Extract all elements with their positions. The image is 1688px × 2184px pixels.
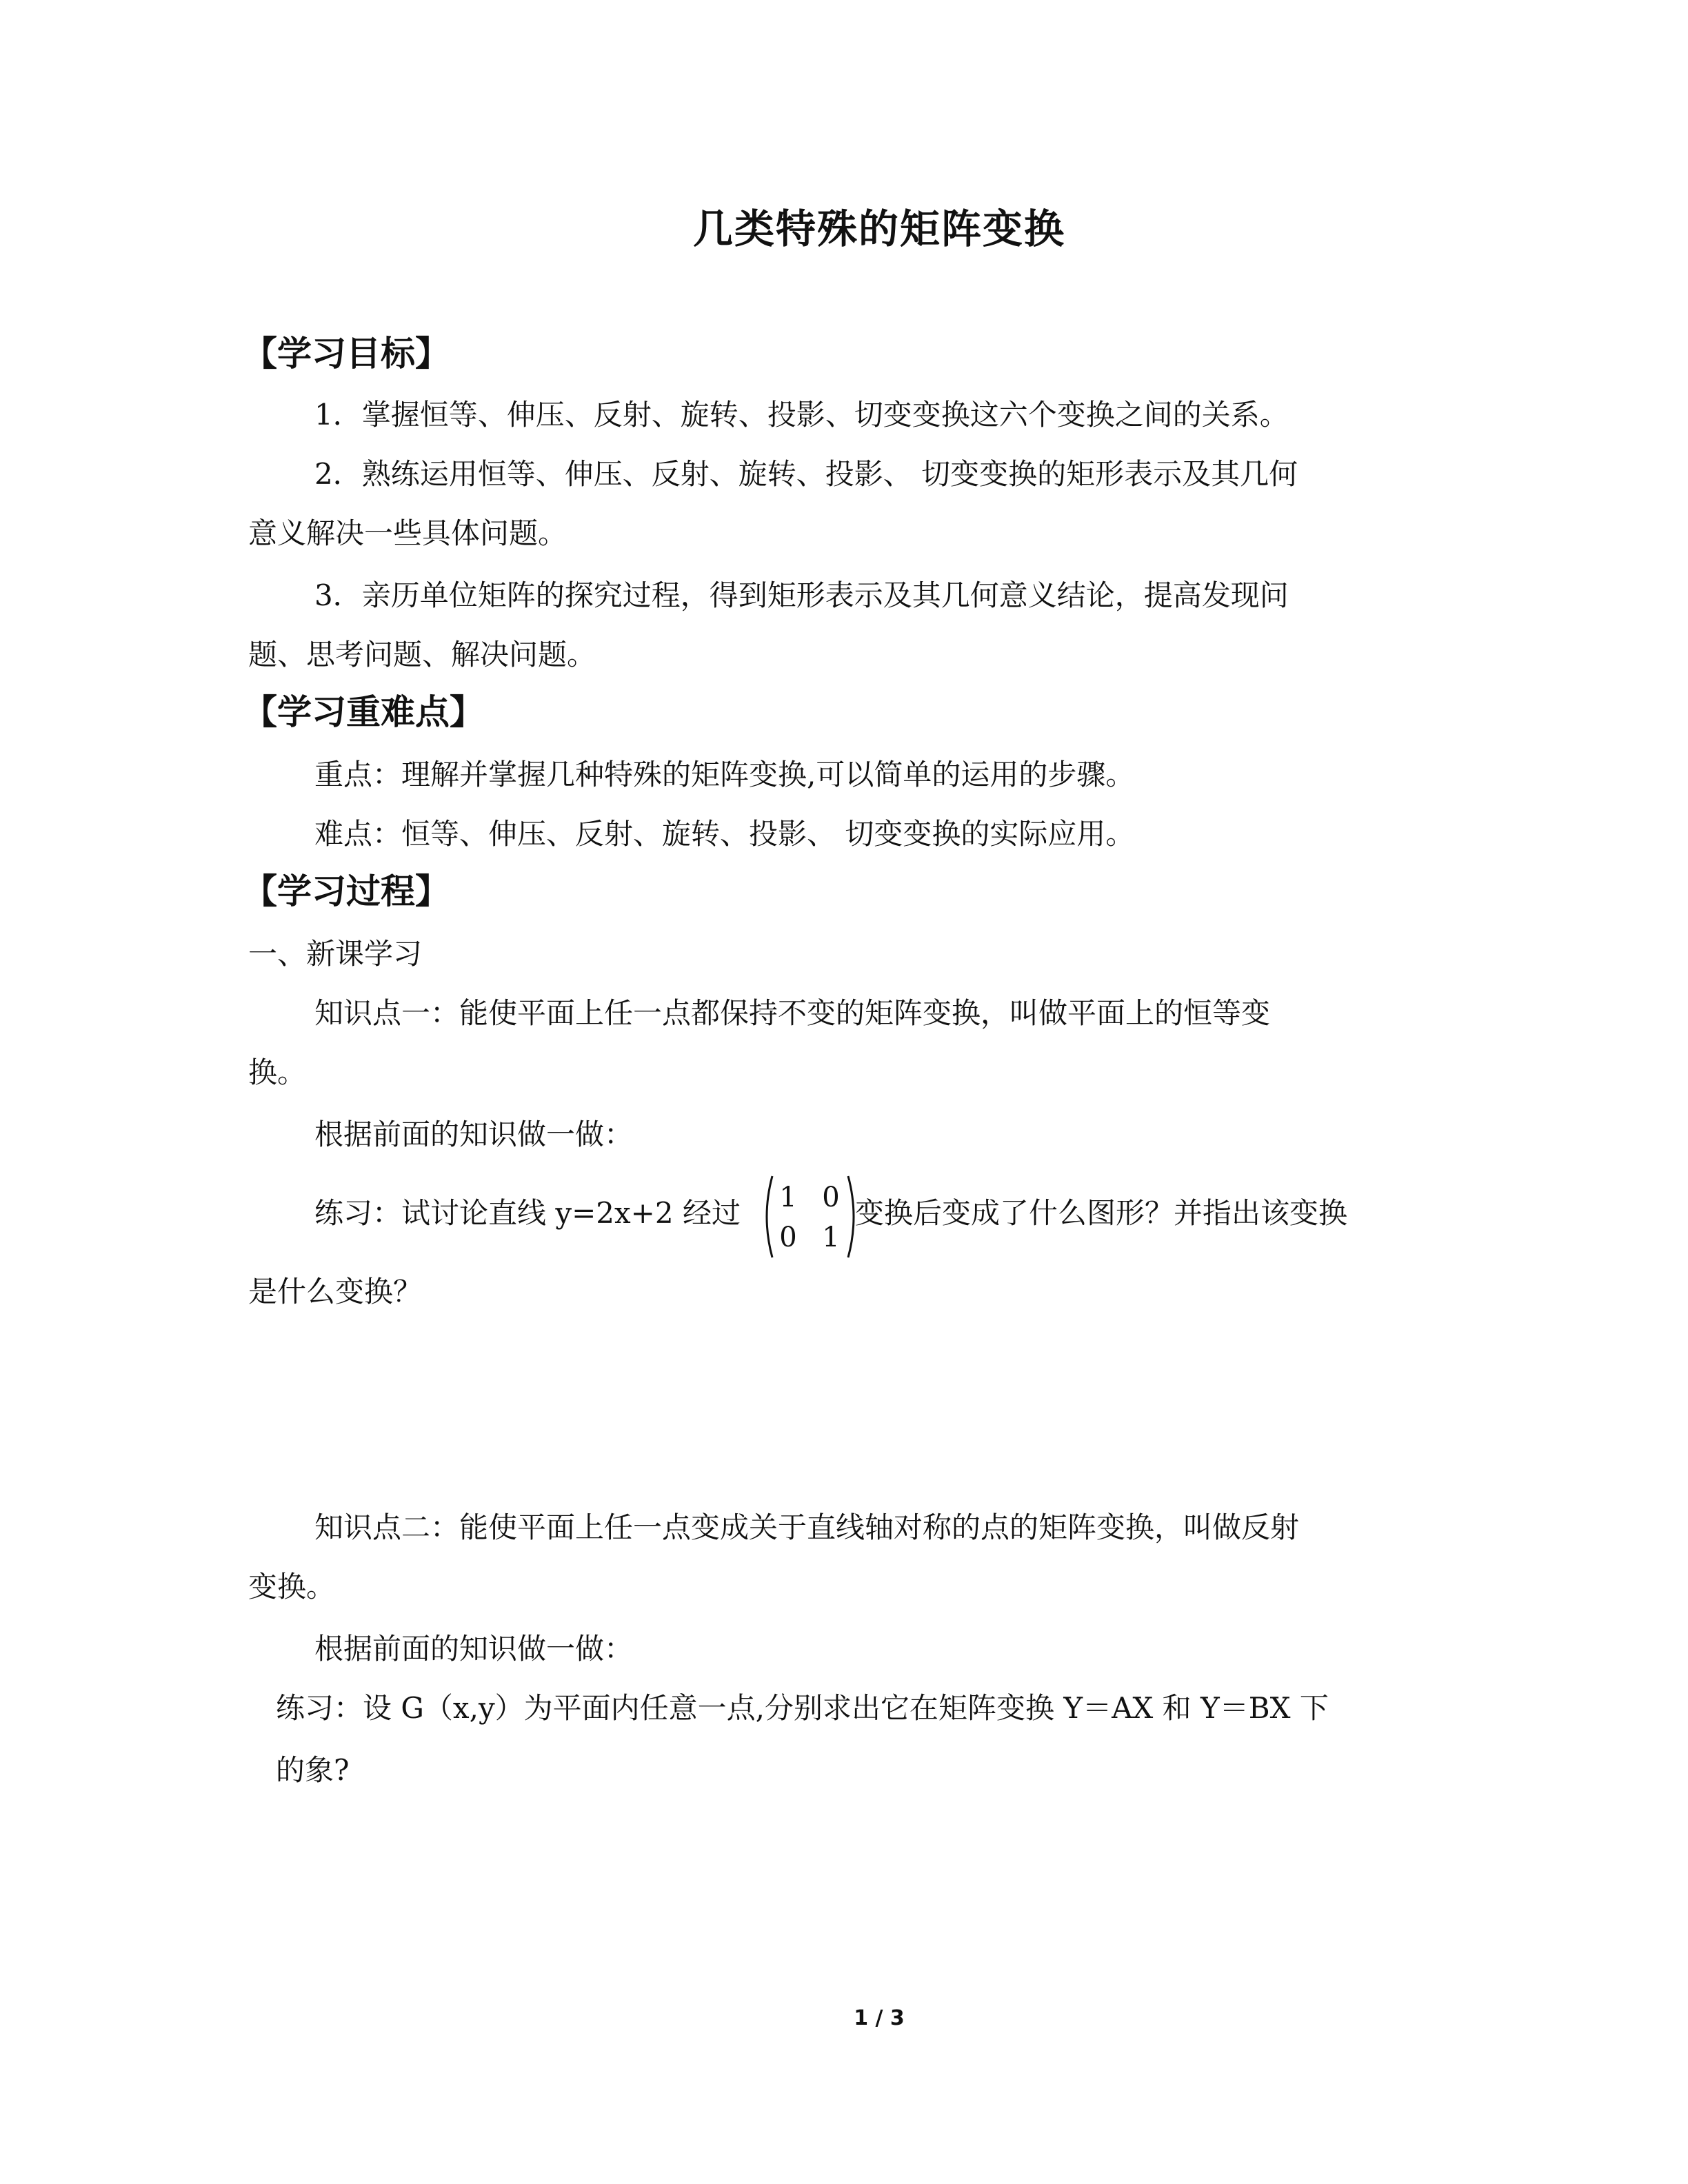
exercise-2-line-1: 练习：设 G（x,y）为平面内任意一点,分别求出它在矩阵变换 Y＝AX 和 Y＝BX 下 (276, 1691, 1329, 1725)
exercise-2-line-2: 的象? (276, 1753, 350, 1787)
knowledge-point-2-line-2: 变换。 (248, 1570, 336, 1604)
page-number: 1 / 3 (854, 2006, 905, 2030)
goal-2-line-1: 2．熟练运用恒等、伸压、反射、旋转、投影、 切变变换的矩形表示及其几何 (314, 457, 1298, 491)
matrix-cell-a21: 0 (779, 1222, 797, 1253)
section-heading-key-points: 【学习重难点】 (243, 692, 484, 732)
section-heading-goals: 【学习目标】 (243, 334, 450, 374)
matrix-cell-a12: 0 (822, 1182, 840, 1213)
knowledge-point-2-line-1: 知识点二：能使平面上任一点变成关于直线轴对称的点的矩阵变换，叫做反射 (314, 1510, 1300, 1544)
difficult-point: 难点：恒等、伸压、反射、旋转、投影、 切变变换的实际应用。 (314, 817, 1135, 851)
matrix-cell-a11: 1 (779, 1182, 797, 1213)
goal-3-line-1: 3．亲历单位矩阵的探究过程，得到矩形表示及其几何意义结论，提高发现问 (314, 578, 1289, 612)
exercise-1-text-before: 练习：试讨论直线 y=2x+2 经过 (314, 1196, 741, 1230)
page-title: 几类特殊的矩阵变换 (692, 205, 1065, 252)
new-lesson-heading: 一、新课学习 (248, 937, 423, 971)
identity-matrix (760, 1172, 861, 1262)
matrix-cell-a22: 1 (822, 1222, 840, 1253)
try-it-1: 根据前面的知识做一做： (314, 1118, 634, 1151)
goal-1: 1．掌握恒等、伸压、反射、旋转、投影、切变变换这六个变换之间的关系。 (314, 398, 1289, 432)
goal-2-line-2: 意义解决一些具体问题。 (248, 516, 567, 550)
goal-3-line-2: 题、思考问题、解决问题。 (248, 638, 596, 671)
section-heading-process: 【学习过程】 (243, 871, 450, 911)
knowledge-point-1-line-2: 换。 (248, 1055, 307, 1089)
try-it-2: 根据前面的知识做一做： (314, 1632, 634, 1666)
exercise-1-line-2: 是什么变换？ (248, 1275, 423, 1308)
knowledge-point-1-line-1: 知识点一：能使平面上任一点都保持不变的矩阵变换，叫做平面上的恒等变 (314, 996, 1271, 1030)
exercise-1-text-after: 变换后变成了什么图形？并指出该变换 (855, 1196, 1348, 1230)
matrix-brackets (760, 1172, 861, 1262)
key-point: 重点：理解并掌握几种特殊的矩阵变换,可以简单的运用的步骤。 (314, 758, 1135, 791)
